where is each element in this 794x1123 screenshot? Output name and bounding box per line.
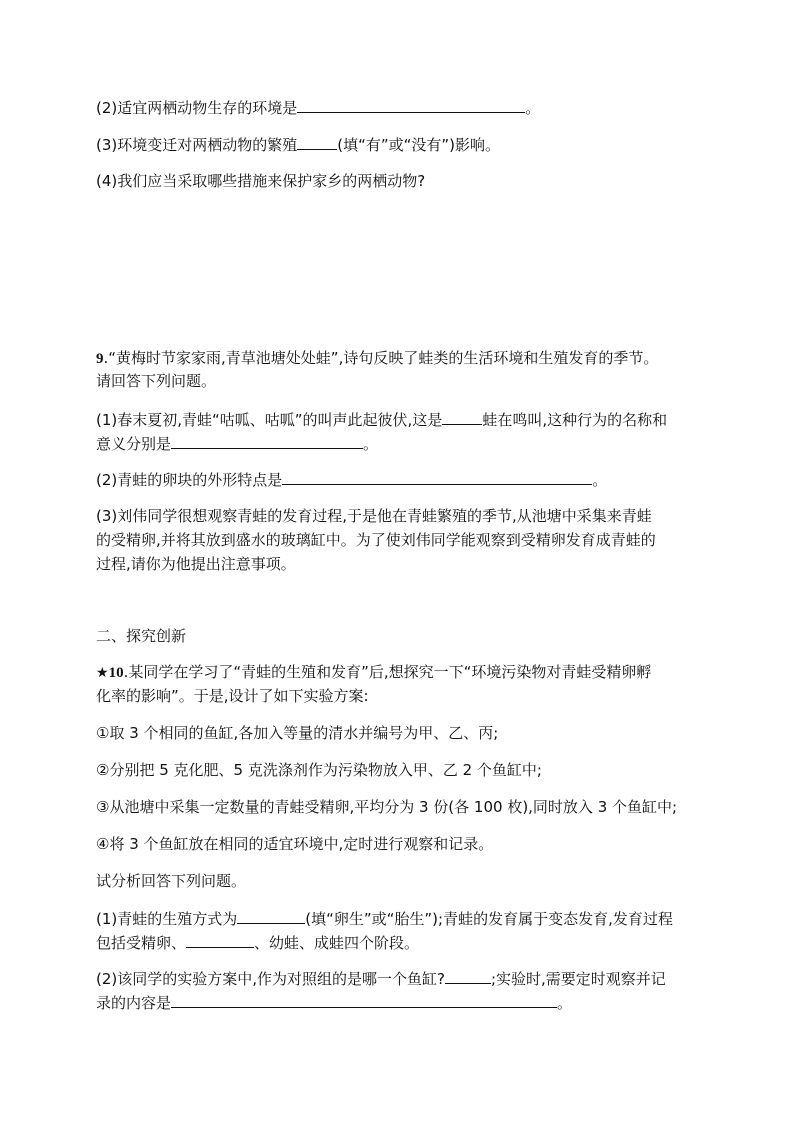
answer-blank[interactable] bbox=[442, 409, 482, 425]
answer-blank[interactable] bbox=[297, 134, 337, 150]
answer-blank[interactable] bbox=[237, 908, 305, 924]
q8-part3-text: (3)环境变迁对两栖动物的繁殖 bbox=[96, 136, 298, 154]
answer-blank[interactable] bbox=[171, 433, 363, 449]
q9-intro-line2: 请回答下列问题。 bbox=[96, 372, 217, 390]
answer-blank[interactable] bbox=[297, 97, 525, 113]
q8-part2-text: (2)适宜两栖动物生存的环境是 bbox=[96, 99, 298, 117]
q9-number: 9 bbox=[96, 351, 104, 367]
q9-part1-line1: (1)春末夏初,青蛙“咕呱、咕呱”的叫声此起彼伏,这是 蛙在鸣叫,这种行为的名称和 bbox=[96, 411, 668, 429]
q10-step1: ①取 3 个相同的鱼缸,各加入等量的清水并编号为甲、乙、丙; bbox=[96, 724, 499, 742]
q8-part2: (2)适宜两栖动物生存的环境是 。 bbox=[96, 99, 541, 117]
answer-blank[interactable] bbox=[282, 469, 592, 485]
q9-part2: (2)青蛙的卵块的外形特点是 。 bbox=[96, 471, 608, 489]
q10-part1-line1: (1)青蛙的生殖方式为 (填“卵生”或“胎生”);青蛙的发育属于变态发育,发育过程 bbox=[96, 910, 673, 928]
q10-part1-line2: 包括受精卵、 、幼蛙、成蛙四个阶段。 bbox=[96, 934, 420, 952]
q9-part1-line2: 意义分别是 。 bbox=[96, 435, 379, 453]
q9-intro-line1: 9.“黄梅时节家家雨,青草池塘处处蛙”,诗句反映了蛙类的生活环境和生殖发育的季节。 bbox=[96, 349, 659, 367]
q10-number: 10 bbox=[108, 665, 124, 681]
q10-intro-line2: 化率的影响”。于是,设计了如下实验方案: bbox=[96, 687, 369, 705]
q10-analyze: 试分析回答下列问题。 bbox=[96, 872, 247, 890]
q10-part2-line2: 录的内容是 。 bbox=[96, 994, 573, 1012]
q8-part3: (3)环境变迁对两栖动物的繁殖 (填“有”或“没有”)影响。 bbox=[96, 136, 501, 154]
q10-part2-line1: (2)该同学的实验方案中,作为对照组的是哪一个鱼缸? ;实验时,需要定时观察并记 bbox=[96, 970, 666, 988]
q10-intro-line1: ★10.某同学在学习了“青蛙的生殖和发育”后,想探究一下“环境污染物对青蛙受精卵孵 bbox=[96, 663, 652, 681]
q8-part4: (4)我们应当采取哪些措施来保护家乡的两栖动物? bbox=[96, 172, 426, 190]
q9-part3-line1: (3)刘伟同学很想观察青蛙的发育过程,于是他在青蛙繁殖的季节,从池塘中采集来青蛙 bbox=[96, 507, 652, 525]
section-heading: 二、探究创新 bbox=[96, 627, 187, 645]
star-icon: ★ bbox=[96, 665, 109, 681]
answer-blank[interactable] bbox=[186, 932, 254, 948]
q10-step3: ③从池塘中采集一定数量的青蛙受精卵,平均分为 3 份(各 100 枚),同时放入 3 个鱼缸中; bbox=[96, 798, 678, 816]
q10-step2: ②分别把 5 克化肥、5 克洗涤剂作为污染物放入甲、乙 2 个鱼缸中; bbox=[96, 761, 542, 779]
answer-blank[interactable] bbox=[445, 968, 491, 984]
q9-part3-line3: 过程,请你为他提出注意事项。 bbox=[96, 555, 296, 573]
answer-blank[interactable] bbox=[171, 992, 557, 1008]
q9-part3-line2: 的受精卵,并将其放到盛水的玻璃缸中。为了使刘伟同学能观察到受精卵发育成青蛙的 bbox=[96, 531, 656, 549]
q10-step4: ④将 3 个鱼缸放在相同的适宜环境中,定时进行观察和记录。 bbox=[96, 835, 494, 853]
